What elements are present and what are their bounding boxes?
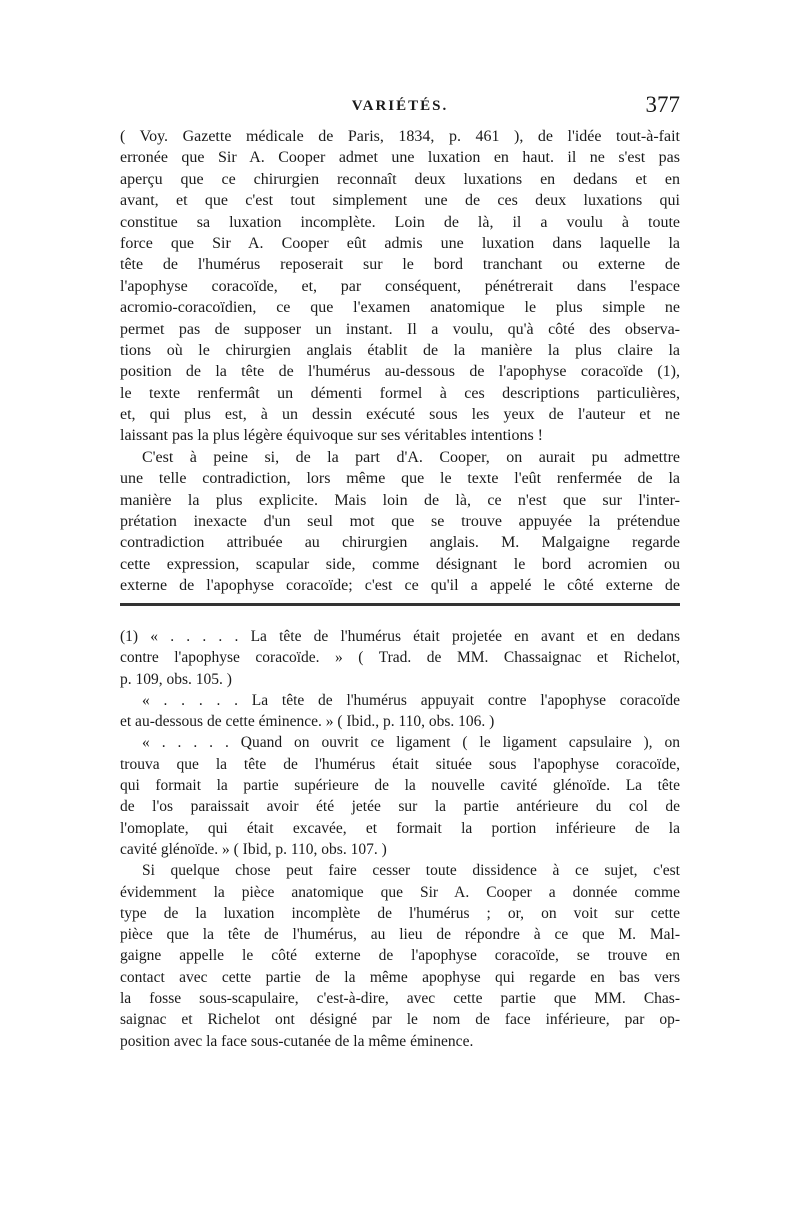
body-line: constitue sa luxation incomplète. Loin de là, il a voulu à toute (120, 213, 680, 231)
footnote-line: trouva que la tête de l'humérus était située sous l'apophyse coracoïde, (120, 755, 680, 773)
footnote-line: contre l'apophyse coracoïde. » ( Trad. de MM. Chassaignac et Richelot, (120, 649, 680, 667)
body-line: ( Voy. Gazette médicale de Paris, 1834, p. 461 ), de l'idée tout-à-fait (120, 128, 680, 145)
page-header (120, 92, 680, 122)
body-line: acromio-coracoïdien, ce que l'examen anatomique le plus simple ne (120, 299, 680, 317)
body-line: laissant pas la plus légère équivoque sur ses véritables intentions ! (120, 427, 544, 445)
footnote-line: saignac et Richelot ont désigné par le nom de face inférieure, par op- (120, 1011, 680, 1029)
footnote-line: et au-dessous de cette éminence. » ( Ibid., p. 110, obs. 106. ) (120, 713, 495, 731)
footnote-line: l'omoplate, qui était excavée, et formait la portion inférieure de la (120, 819, 680, 837)
body-line: l'apophyse coracoïde, et, par conséquent, pénétrerait dans l'espace (120, 277, 680, 295)
body-line: aperçu que ce chirurgien reconnaît deux luxations en dedans et en (120, 170, 680, 188)
body-line: manière la plus explicite. Mais loin de là, ce n'est que sur l'inter- (120, 491, 680, 509)
footnote-line: type de la luxation incomplète de l'humérus ; or, on voit sur cette (120, 904, 680, 922)
body-line: force que Sir A. Cooper eût admis une luxation dans laquelle la (120, 234, 680, 252)
page-number: 377 (645, 92, 680, 117)
body-line: permet pas de supposer un instant. Il a voulu, qu'à côté des observa- (120, 320, 680, 338)
footnote-line: gaigne appelle le côté externe de l'apophyse coracoïde, se trouve en (120, 947, 680, 965)
footnote-line: « . . . . . La tête de l'humérus appuyait contre l'apophyse coracoïde (142, 691, 680, 709)
body-line: et, qui plus est, à un dessin exécuté sous les yeux de l'auteur et ne (120, 406, 680, 424)
body-line: le texte renfermât un démenti formel à ces descriptions particulières, (120, 384, 680, 402)
footnote-line: position avec la face sous-cutanée de la même éminence. (120, 1032, 474, 1050)
body-line: C'est à peine si, de la part d'A. Cooper, on aurait pu admettre (142, 448, 680, 466)
footnote-line: qui formait la partie supérieure de la nouvelle cavité glénoïde. La tête (120, 777, 680, 795)
footnote-separator (120, 603, 680, 606)
body-line: tions où le chirurgien anglais établit de la manière la plus claire la (120, 341, 680, 359)
footnote-line: de l'os paraissait avoir été jetée sur la partie antérieure du col de (120, 798, 680, 816)
footnote-line: Si quelque chose peut faire cesser toute dissidence à ce sujet, c'est (142, 862, 680, 880)
body-line: position de la tête de l'humérus au-dessous de l'apophyse coracoïde (1), (120, 363, 680, 381)
footnote-line: cavité glénoïde. » ( Ibid, p. 110, obs. 107. ) (120, 840, 387, 858)
footnote-line: (1) « . . . . . La tête de l'humérus était projetée en avant et en dedans (120, 628, 680, 645)
main-text (120, 126, 680, 597)
body-line: cette expression, scapular side, comme désignant le bord acromien ou (120, 555, 680, 573)
body-line: erronée que Sir A. Cooper admet une luxation en haut. il ne s'est pas (120, 149, 680, 167)
footnote-line: contact avec cette partie de la même apophyse qui regarde en bas vers (120, 968, 680, 986)
body-line: prétation inexacte d'un seul mot que se trouve appuyée la prétendue (120, 513, 680, 531)
body-line: tête de l'humérus reposerait sur le bord tranchant ou externe de (120, 256, 680, 274)
body-line: une telle contradiction, lors même que le texte l'eût renfermée de la (120, 470, 680, 488)
body-line: avant, et que c'est tout simplement une de ces deux luxations qui (120, 192, 680, 210)
body-line: contradiction attribuée au chirurgien anglais. M. Malgaigne regarde (120, 534, 680, 552)
footnote-line: « . . . . . Quand on ouvrit ce ligament ( le ligament capsulaire ), on (142, 734, 680, 752)
running-title: VARIÉTÉS. (351, 98, 449, 114)
footnotes (120, 626, 680, 1052)
footnote-line: la fosse sous-scapulaire, c'est-à-dire, avec cette partie que MM. Chas- (120, 990, 680, 1008)
footnote-line: pièce que la tête de l'humérus, au lieu de répondre à ce que M. Mal- (120, 926, 680, 944)
body-line: externe de l'apophyse coracoïde; c'est ce qu'il a appelé le côté externe de (120, 577, 680, 595)
footnote-line: p. 109, obs. 105. ) (120, 670, 232, 688)
footnote-line: évidemment la pièce anatomique que Sir A. Cooper a donnée comme (120, 883, 680, 901)
